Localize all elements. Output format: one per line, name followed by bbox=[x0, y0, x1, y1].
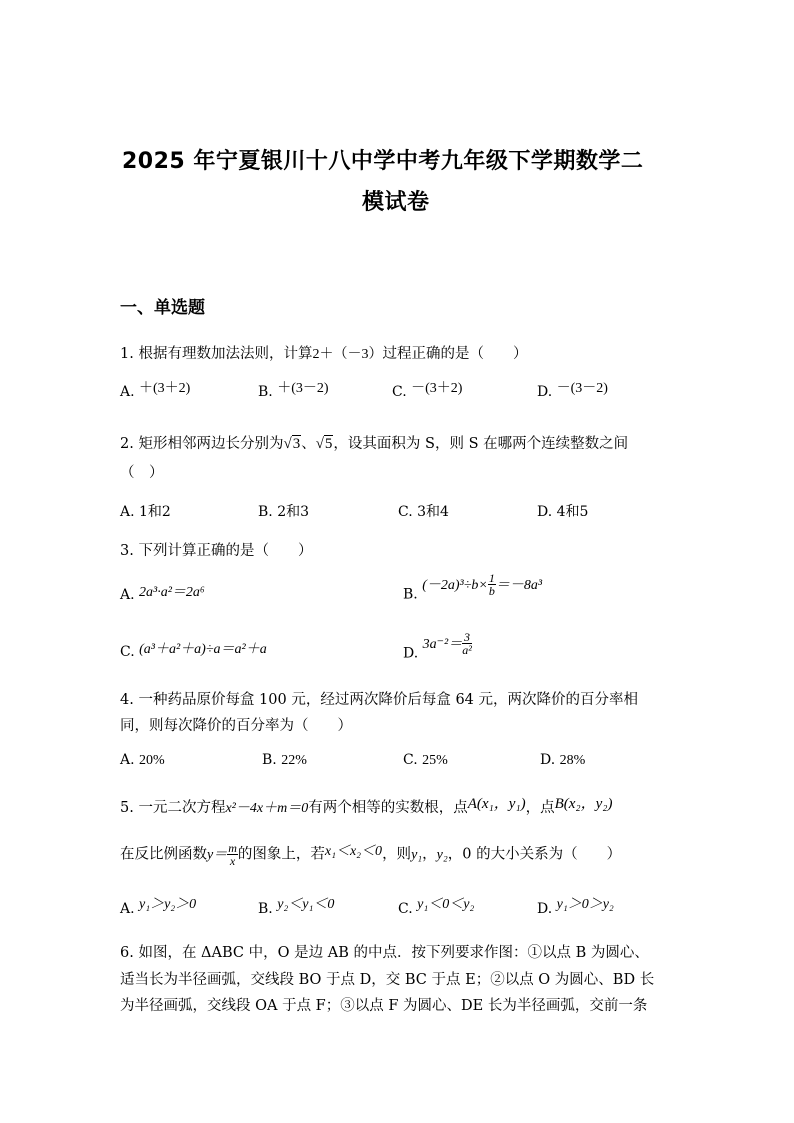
question-6-line3: 为半径画弧，交线段 OA 于点 F；③以点 F 为圆心、DE 长为半径画弧，交前一条 bbox=[120, 998, 648, 1014]
option-math: 3a⁻²＝ bbox=[422, 636, 463, 652]
option-b[interactable]: B. (－2a)³÷b× $\frac{1}{b}$ ＝－8a³ bbox=[403, 571, 543, 603]
option-b[interactable]: B. y₂＜y₁＜0 bbox=[258, 897, 335, 917]
option-letter: A. bbox=[120, 384, 135, 400]
fraction: $\frac{m}{x}$ bbox=[228, 841, 237, 868]
option-c[interactable] bbox=[392, 381, 462, 401]
option-c[interactable]: C. 3和4 bbox=[398, 504, 449, 520]
question-4-line2: 同，则每次降价的百分率为（ ） bbox=[120, 718, 352, 734]
fraction: $\frac{1}{b}$ bbox=[488, 571, 495, 598]
question-text: 2. 矩形相邻两边长分别为 bbox=[120, 436, 284, 452]
option-a[interactable]: A. y₁＞y₂＞0 bbox=[120, 897, 197, 917]
option-letter: B. bbox=[258, 384, 273, 400]
sqrt-expression: √5 bbox=[315, 436, 333, 452]
option-d[interactable]: D. 4和5 bbox=[537, 504, 589, 520]
option-a[interactable]: A. 20% bbox=[120, 752, 165, 768]
option-d[interactable]: D. 3a⁻²＝ $\frac{3}{\text{a²}}$ bbox=[403, 630, 472, 662]
option-math: (－2a)³÷b× bbox=[422, 577, 488, 593]
question-1 bbox=[120, 342, 527, 363]
question-2: 2. 矩形相邻两边长分别为√3、√5，设其面积为 S，则 S 在哪两个连续整数之间 bbox=[120, 436, 629, 452]
option-b[interactable]: B. 22% bbox=[262, 752, 307, 768]
math-expression: 2＋（－3） bbox=[312, 347, 383, 362]
math-equation: x²－4x＋m＝0 bbox=[225, 801, 309, 816]
question-4-line1: 4. 一种药品原价每盒 100 元，经过两次降价后每盒 64 元，两次降价的百分率相 bbox=[120, 692, 639, 708]
option-d[interactable]: D. 28% bbox=[540, 752, 586, 768]
option-a[interactable] bbox=[120, 381, 190, 401]
question-text: 1. 根据有理数加法法则，计算 bbox=[120, 346, 313, 362]
question-5-line2: 在反比例函数y＝ $\frac{m}{x}$ 的图象上，若x₁＜x₂＜0，则y₁，y₂，0 的大小关系为（ ） bbox=[120, 841, 622, 868]
option-c[interactable]: C. y₁＜0＜y₂ bbox=[398, 897, 475, 917]
option-math: (a³＋a²＋a)÷a＝a²＋a bbox=[139, 642, 267, 657]
option-a[interactable]: A. 2a³·a²＝2a⁶ bbox=[120, 585, 205, 603]
option-math: －(3＋2) bbox=[411, 381, 463, 396]
option-b[interactable]: B. 2和3 bbox=[258, 504, 310, 520]
page-title-line2: 模试卷 bbox=[362, 190, 430, 215]
sqrt-expression: √3 bbox=[283, 436, 301, 452]
option-letter: D. bbox=[537, 384, 553, 400]
question-text: （ ） bbox=[120, 465, 164, 481]
option-math: 2a³·a²＝2a⁶ bbox=[139, 585, 205, 600]
question-6-line1: 6. 如图，在 ΔABC 中，O 是边 AB 的中点．按下列要求作图：①以点 B 为圆心、 bbox=[120, 945, 649, 961]
option-letter: C. bbox=[392, 384, 407, 400]
section-heading: 一、单选题 bbox=[120, 298, 205, 318]
option-b[interactable] bbox=[258, 381, 329, 401]
option-math: ＋(3＋2) bbox=[139, 381, 191, 396]
fraction: $\frac{3}{\text{a²}}$ bbox=[462, 630, 472, 657]
option-d[interactable]: D. y₁＞0＞y₂ bbox=[537, 897, 614, 917]
page-title-line1: 2025 年宁夏银川十八中学中考九年级下学期数学二 bbox=[122, 149, 644, 174]
option-c[interactable]: C. (a³＋a²＋a)÷a＝a²＋a bbox=[120, 642, 267, 660]
point-b: B(x₂，y₂) bbox=[554, 796, 613, 812]
point-a: A(x₁，y₁) bbox=[467, 796, 526, 812]
option-d[interactable] bbox=[537, 381, 608, 401]
question-6-line2: 适当长为半径画弧，交线段 BO 于点 D，交 BC 于点 E；②以点 O 为圆心、BD 长 bbox=[120, 972, 655, 988]
question-text: 过程正确的是（ ） bbox=[382, 346, 528, 362]
option-c[interactable]: C. 25% bbox=[403, 752, 448, 768]
option-a[interactable]: A. 1和2 bbox=[120, 504, 171, 520]
option-math: －(3－2) bbox=[556, 381, 608, 396]
question-3: 3. 下列计算正确的是（ ） bbox=[120, 543, 313, 559]
question-text: ，设其面积为 S，则 S 在哪两个连续整数之间 bbox=[333, 436, 629, 452]
question-5-line1: 5. 一元二次方程x²－4x＋m＝0有两个相等的实数根，点A(x₁，y₁)，点B(x₂，y₂) bbox=[120, 796, 613, 816]
option-math: ＋(3－2) bbox=[277, 381, 329, 396]
